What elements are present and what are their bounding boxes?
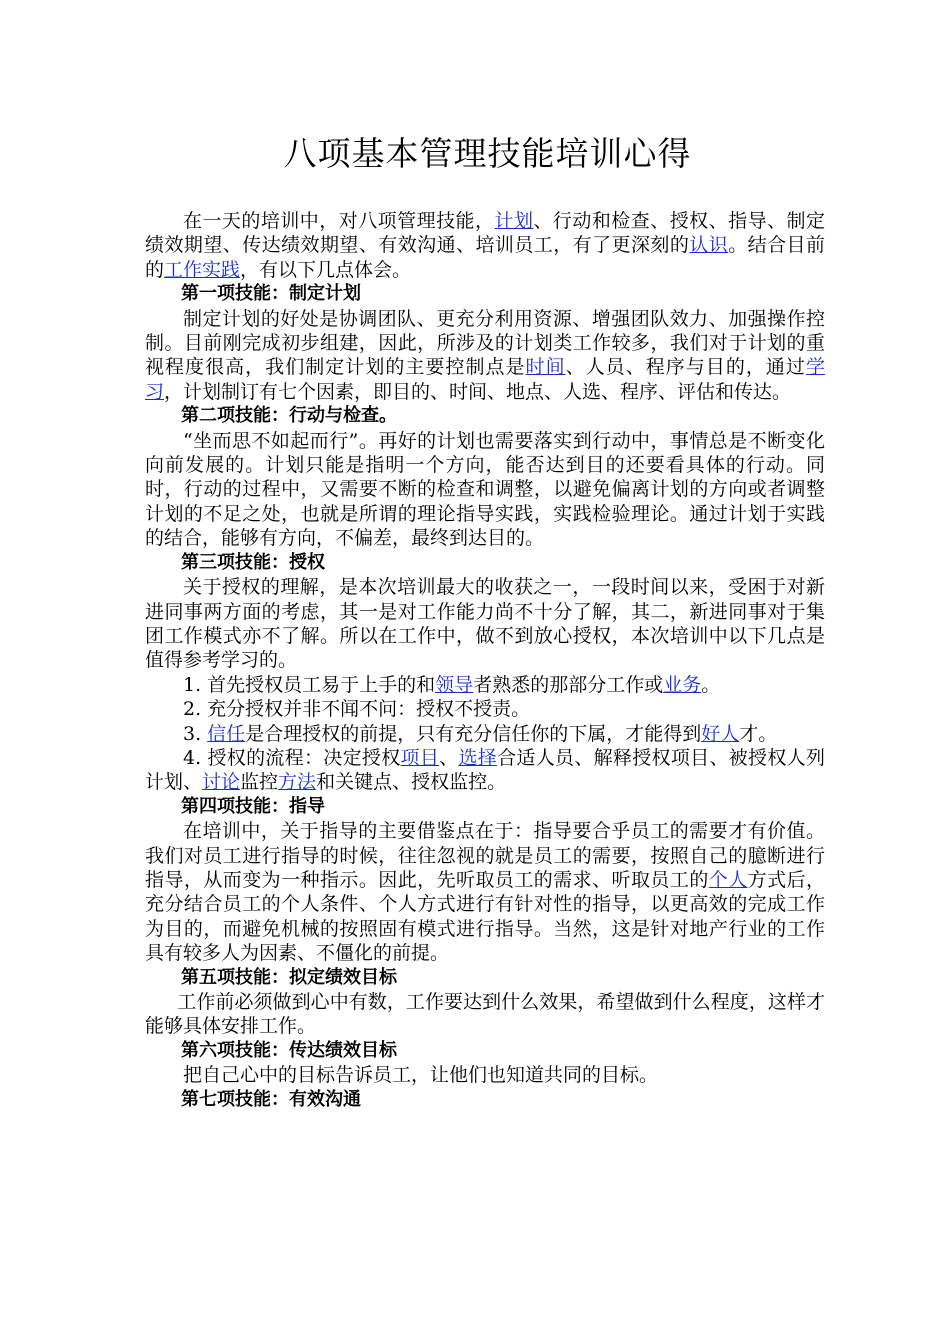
link-personal[interactable]: 个人 [708, 868, 748, 891]
section-3-paragraph: 关于授权的理解，是本次培训最大的收获之一，一段时间以来，受困于对新进同事两方面的考虑，其一是对工作能力尚不十分了解，其二，新进同事对于集团工作模式亦不了解。所以在工作中，做不到放心授权，本次培训中以下几点是值得参考学习的。 [145, 576, 825, 672]
text: 。结合目前的 [145, 234, 825, 281]
text: 4. 授权的流程：决定授权 [183, 746, 401, 769]
text: 才。 [739, 722, 778, 745]
link-study[interactable]: 学习 [145, 356, 825, 403]
text: 方式后，充分结合员工的个人条件、个人方式进行有针对性的指导，以更高效的完成工作为目的，而避免机械的按照固有模式进行指导。当然，这是针对地产行业的工作具有较多人为因素、不僵化的前提。 [145, 868, 825, 965]
text: ，计划制订有七个因素，即目的、时间、地点、人选、程序、评估和传达。 [164, 380, 792, 403]
text: 、人员、程序与目的，通过 [565, 356, 806, 379]
section-2-paragraph: “坐而思不如起而行”。再好的计划也需要落实到行动中，事情总是不断变化向前发展的。计划只能是指明一个方向，能否达到目的还要看具体的行动。同时，行动的过程中，又需要不断的检查和调整，以避免偏离计划的方向或者调整计划的不足之处，也就是所谓的理论指导实践，实践检验理论。通过计划于实践的结合，能够有方向，不偏差，最终到达目的。 [145, 429, 825, 550]
list-item-4 [145, 746, 825, 795]
link-project[interactable]: 项目 [400, 746, 440, 769]
text: ，有以下几点体会。 [240, 258, 412, 281]
intro-paragraph [145, 209, 825, 282]
text: 1. 首先授权员工易于上手的和 [183, 673, 436, 696]
section-5-paragraph: 工作前必须做到心中有数，工作要达到什么效果，希望做到什么程度，这样才能够具体安排工作。 [145, 991, 825, 1038]
text: 在一天的培训中，对八项管理技能， [183, 210, 495, 232]
text: 制定计划的好处是协调团队、更充分利用资源、增强团队效力、加强操作控制。目前刚完成初步组建，因此，所涉及的计划类工作较多，我们对于计划的重视程度很高，我们制定计划的主要控制点是 [145, 307, 825, 379]
link-trust[interactable]: 信任 [207, 722, 246, 745]
section-heading-3: 第三项技能：授权 [181, 551, 325, 573]
text: 和关键点、授权监控。 [316, 771, 507, 794]
text: 、行动和检查、授权、指导、制定绩效期望、传达绩效期望、有效沟通、培训员工，有了更深刻的 [145, 210, 825, 257]
section-1-paragraph [145, 307, 825, 405]
text: 、 [439, 746, 459, 769]
section-heading-1: 第一项技能：制定计划 [181, 283, 361, 305]
document-title: 八项基本管理技能培训心得 [283, 134, 692, 173]
section-heading-2: 第二项技能：行动与检查。 [181, 405, 397, 427]
link-leader[interactable]: 领导 [435, 673, 474, 696]
link-work-practice[interactable]: 工作实践 [164, 258, 241, 281]
link-time[interactable]: 时间 [525, 356, 566, 379]
text: 监控 [240, 771, 279, 794]
link-discuss[interactable]: 讨论 [202, 771, 241, 794]
link-good-person[interactable]: 好人 [701, 722, 740, 745]
text: 2. 充分授权并非不闻不问：授权不授责。 [183, 698, 531, 721]
section-heading-6: 第六项技能：传达绩效目标 [181, 1039, 397, 1061]
section-heading-5: 第五项技能：拟定绩效目标 [181, 966, 397, 988]
section-heading-4: 第四项技能：指导 [181, 795, 325, 817]
text: 在培训中，关于指导的主要借鉴点在于：指导要合乎员工的需要才有价值。我们对员工进行指导的时候，往往忽视的就是员工的需要，按照自己的臆断进行指导，从而变为一种指示。因此，先听取员工的需求、听取员工的 [145, 820, 825, 891]
link-business[interactable]: 业务 [663, 673, 702, 696]
text: 者熟悉的那部分工作或 [473, 673, 664, 696]
document-body [145, 209, 825, 1112]
link-plan[interactable]: 计划 [494, 210, 534, 232]
text: 是合理授权的前提，只有充分信任你的下属，才能得到 [245, 722, 702, 745]
section-6-paragraph: 把自己心中的目标告诉员工，让他们也知道共同的目标。 [183, 1064, 659, 1087]
text: 3. [183, 722, 208, 745]
section-heading-7: 第七项技能：有效沟通 [181, 1088, 361, 1110]
list-item-3 [145, 722, 825, 746]
text: 合适人员、解释授权项目、被授权人列计划、 [145, 746, 825, 794]
list-item-2 [145, 697, 825, 721]
list-item-1 [145, 673, 825, 697]
section-4-paragraph [145, 819, 825, 965]
link-method[interactable]: 方法 [278, 771, 317, 794]
text: 。 [701, 673, 721, 696]
link-understanding[interactable]: 认识 [689, 234, 729, 257]
link-select[interactable]: 选择 [458, 746, 498, 769]
